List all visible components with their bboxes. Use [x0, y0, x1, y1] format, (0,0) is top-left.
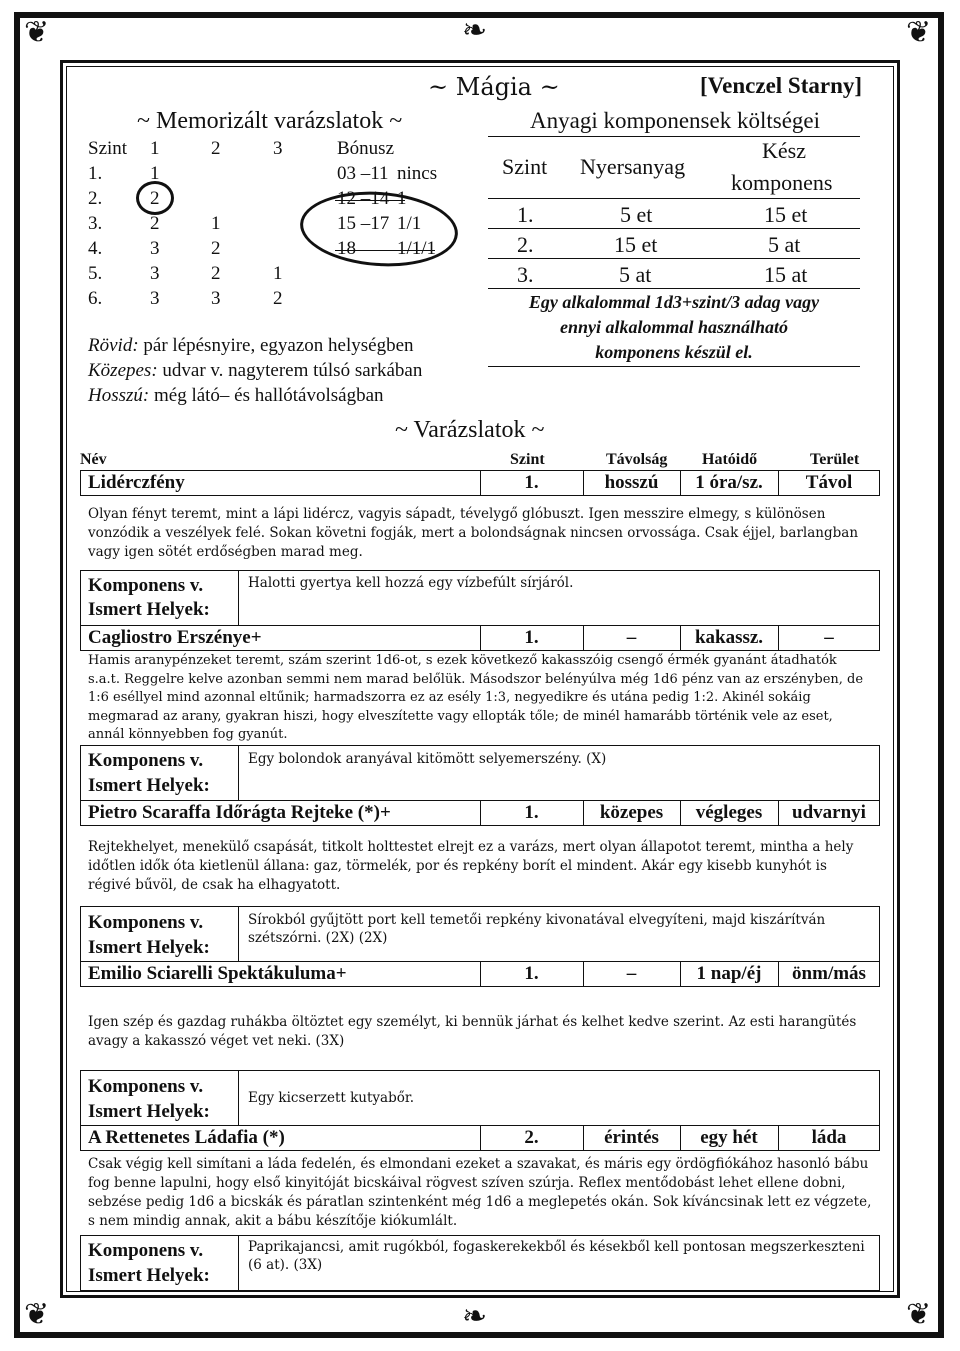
spell-area: udvarnyi	[792, 802, 866, 823]
col-header-level: Szint	[510, 451, 545, 468]
known-places-label: Ismert Helyek:	[88, 1101, 210, 1122]
page-title: ~ Mágia ~	[428, 73, 560, 101]
spell-description: Igen szép és gazdag ruhákba öltöztet egy személyt, ki bennük járhat és kelhet kedve szerint. Az esti harangütés avagy a kakasszó véget vet neki. (3X)	[88, 1014, 857, 1049]
memorized-title: ~ Memorizált varázslatok ~	[137, 108, 403, 134]
spell-name: Pietro Scaraffa Időrágta Rejteke (*)+	[88, 802, 391, 823]
hand-drawn-circle	[136, 181, 174, 215]
bonus-cell: 1	[397, 188, 407, 209]
mem-header-szint: Szint	[88, 138, 128, 159]
col-header-name: Név	[80, 451, 107, 468]
bonus-cell: 12 –14	[337, 188, 390, 209]
bonus-cell: 03 –11	[337, 163, 389, 184]
col-header-range: Távolság	[606, 451, 668, 468]
mem-cell: 1.	[88, 163, 103, 184]
known-places-label: Ismert Helyek:	[88, 937, 210, 958]
mem-cell: 6.	[88, 288, 103, 309]
mem-cell: 4.	[88, 238, 103, 259]
spell-area: önm/más	[792, 963, 866, 984]
cost-header-ready-1: Kész	[762, 138, 806, 163]
spell-duration: 1 óra/sz.	[695, 472, 763, 493]
spell-duration: kakassz.	[694, 627, 764, 648]
spell-description: Rejtekhelyet, menekülő csapását, titkolt holttestet elrejt ez a varázs, mert olyan állapotot teremt, mintha a hely időtlen idők óta kietlenül állana: gaz, törmelék, por és repkény borít el mindent. Akár egy kisebb kunyhót is régivé bűvöl, de csak ha elhagyatott.	[88, 839, 854, 893]
divider	[238, 1070, 239, 1126]
cost-note-line: ennyi alkalommal használható	[559, 317, 789, 337]
divider	[238, 1235, 239, 1291]
range-medium: Közepes: udvar v. nagyterem túlsó sarkában	[88, 360, 423, 381]
component-description: Halotti gyertya kell hozzá egy vízbefúlt sírjáról.	[248, 575, 574, 591]
divider	[238, 745, 239, 801]
spell-description: Csak végig kell simítani a láda fedelén, és elmondani ezeket a szavakat, és máris egy ördögfiókához hasonló bábu fog benne lapulni, hogy első kinyitóját bicskáival rögvest szíven szúrja. Reflex mentődobást lehet ellene dobni, sebzése pedig 1d6 a bicskák és páratlan szintenként még 1d6 a meglepetés okán. Sok kíváncsinak lett ez végzete, s nem mindig annak, akit a bábu készítője kiókumlált.	[88, 1156, 872, 1229]
cost-cell: 2.	[517, 232, 534, 257]
spell-area: –	[824, 627, 834, 648]
bonus-cell: 18	[337, 238, 356, 259]
strikethrough-line	[335, 250, 435, 251]
mem-cell: 3.	[88, 213, 103, 234]
spells-title: ~ Varázslatok ~	[395, 417, 545, 443]
bonus-header: Bónusz	[337, 138, 394, 159]
spell-area: láda	[811, 1127, 847, 1148]
col-header-duration: Hatóidő	[702, 451, 758, 468]
spell-level: 1.	[524, 472, 539, 493]
divider	[488, 228, 860, 229]
spell-name: Emilio Sciarelli Spektákuluma+	[88, 963, 347, 984]
mem-header-1: 1	[150, 138, 160, 159]
cost-cell: 15 et	[614, 232, 658, 257]
cost-cell: 5 et	[620, 202, 653, 227]
spell-range: –	[626, 627, 637, 648]
corner-ornament-icon: ❦	[906, 15, 932, 50]
mem-cell: 5.	[88, 263, 103, 284]
mem-header-3: 3	[273, 138, 283, 159]
cost-header-ready-2: komponens	[731, 170, 833, 195]
mem-cell: 1	[273, 263, 283, 284]
component-label: Komponens v.	[88, 750, 204, 771]
component-label: Komponens v.	[88, 912, 204, 933]
spell-range: –	[626, 963, 637, 984]
spell-duration: egy hét	[700, 1127, 758, 1148]
spell-name: A Rettenetes Ládafia (*)	[88, 1127, 285, 1148]
spell-level: 2.	[524, 1127, 539, 1148]
corner-ornament-icon: ❦	[906, 1297, 932, 1332]
mem-cell: 2.	[88, 188, 103, 209]
divider	[488, 136, 860, 137]
spell-range: érintés	[604, 1127, 659, 1148]
top-flourish-icon: ❧	[462, 13, 488, 48]
spell-duration: 1 nap/éj	[696, 963, 762, 984]
bonus-cell: 15 –17	[337, 213, 390, 234]
components-cost-title: Anyagi komponensek költségei	[530, 108, 821, 133]
mem-cell: 2	[273, 288, 283, 309]
spell-description: Olyan fényt teremt, mint a lápi lidércz, vagyis sápadt, tévelygő glóbuszt. Igen messzire elmegy, s különösen vonzódik a veszélyek felé. Sokan követni fogják, mert a bolondságnak nincsen orvossága. Csak éjjel, barlangban vagy igen sötét erdőségben marad meg.	[88, 506, 859, 560]
spell-level: 1.	[524, 963, 539, 984]
divider	[488, 366, 860, 367]
cost-cell: 5 at	[619, 262, 652, 287]
mem-header-2: 2	[211, 138, 221, 159]
spell-area: Távol	[805, 472, 853, 493]
mem-cell: 2	[150, 213, 160, 234]
component-description: Sírokból gyűjtött port kell temetői repkény kivonatával elvegyíteni, majd kiszárítván szétszórni. (2X) (2X)	[248, 912, 826, 946]
component-label: Komponens v.	[88, 1240, 204, 1261]
mem-cell: 1	[150, 163, 160, 184]
cost-cell: 1.	[517, 202, 534, 227]
cost-header-raw: Nyersanyag	[580, 154, 686, 179]
known-places-label: Ismert Helyek:	[88, 599, 210, 620]
divider	[488, 258, 860, 259]
component-label: Komponens v.	[88, 1076, 204, 1097]
known-places-label: Ismert Helyek:	[88, 1265, 210, 1286]
spell-description: Hamis aranypénzeket teremt, szám szerint 1d6-ot, s ezek következő kakasszóig csengő érmék gyanánt átadhatók s.a.t. Reggelre kelve azonban semmi nem marad belőlük. Másodszor belényúlva még 1d6 pénz van az erszényben, de 1:6 eséllyel mind azonnal eltűnik; harmadszorra ez az esély 1:3, negyedikre és utána pedig 1:2. Akinél sokáig megmarad az arany, gyakran hiszi, hogy elveszítette vagy ellopták tőle; de minél hamarább történik vele az eset, annál könnyebben fog gyanút.	[88, 653, 864, 742]
spell-range: hosszú	[604, 472, 659, 493]
spell-duration: végleges	[695, 802, 763, 823]
mem-cell: 2	[211, 263, 221, 284]
mem-cell: 3	[150, 288, 160, 309]
mem-cell: 3	[150, 263, 160, 284]
bonus-cell: 1/1	[397, 213, 422, 234]
bonus-cell: 1/1/1	[397, 238, 437, 259]
corner-ornament-icon: ❦	[24, 15, 50, 50]
bonus-cell: nincs	[397, 163, 438, 184]
spell-level: 1.	[524, 802, 539, 823]
spell-name: Lidérczfény	[88, 472, 185, 493]
spell-level: 1.	[524, 627, 539, 648]
divider	[238, 906, 239, 962]
component-label: Komponens v.	[88, 575, 204, 596]
divider	[488, 288, 860, 289]
cost-cell: 3.	[517, 262, 534, 287]
cost-cell: 15 at	[764, 262, 808, 287]
character-name: [Venczel Starny]	[700, 73, 863, 98]
mem-cell: 2	[211, 238, 221, 259]
spell-range: közepes	[599, 802, 664, 823]
cost-cell: 15 et	[764, 202, 808, 227]
mem-cell: 2	[150, 188, 160, 209]
bottom-flourish-icon: ❧	[462, 1299, 488, 1334]
component-description: Paprikajancsi, amit rugókból, fogaskerekekből és késekből kell pontosan megszerkeszteni (6 at). (3X)	[248, 1239, 865, 1273]
cost-note-line: Egy alkalommal 1d3+szint/3 adag vagy	[528, 292, 820, 312]
known-places-label: Ismert Helyek:	[88, 775, 210, 796]
component-description: Egy kicserzett kutyabőr.	[248, 1090, 415, 1106]
spell-name: Cagliostro Erszénye+	[88, 627, 262, 648]
cost-header-szint: Szint	[502, 154, 548, 179]
divider	[238, 570, 239, 626]
cost-cell: 5 at	[768, 232, 801, 257]
mem-cell: 3	[211, 288, 221, 309]
mem-cell: 3	[150, 238, 160, 259]
divider	[488, 198, 860, 199]
cost-note-line: komponens készül el.	[595, 342, 753, 362]
range-short: Rövid: pár lépésnyire, egyazon helységben	[88, 335, 414, 356]
component-description: Egy bolondok aranyával kitömött selyemerszény. (X)	[248, 751, 607, 767]
strikethrough-line	[335, 200, 405, 201]
col-header-area: Terület	[810, 451, 860, 468]
corner-ornament-icon: ❦	[24, 1297, 50, 1332]
mem-cell: 1	[211, 213, 221, 234]
range-long: Hosszú: még látó– és hallótávolságban	[88, 385, 384, 406]
